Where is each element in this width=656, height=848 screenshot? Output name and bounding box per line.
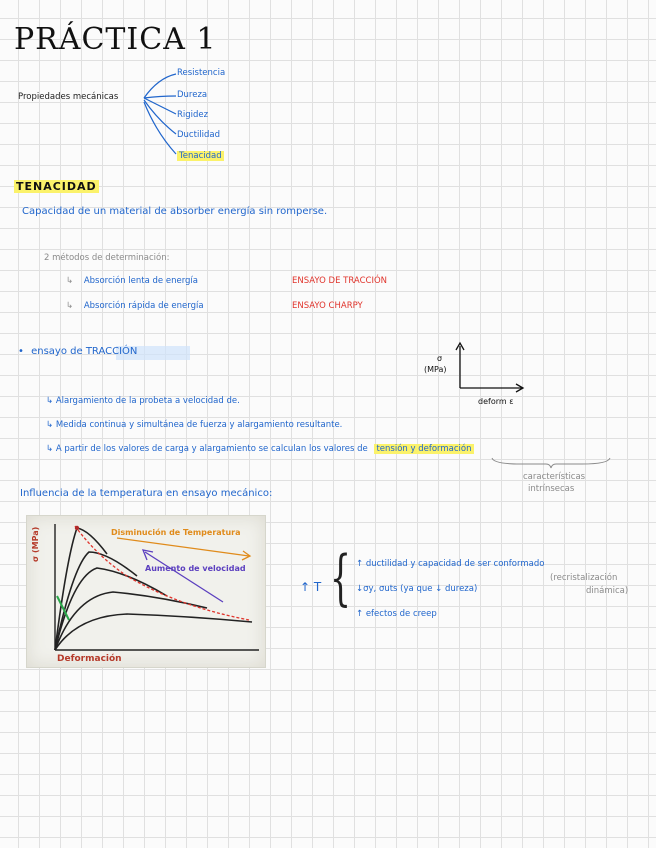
- photo-temp-label: Disminución de Temperatura: [111, 528, 241, 537]
- metodo-row: ↳ Absorción lenta de energía ENSAYO DE TRACCIÓN: [66, 276, 388, 286]
- tenacidad-definition: Capacidad de un material de absorber energía sin romperse.: [22, 206, 328, 217]
- side-note-dinamica: dinámica): [586, 586, 629, 596]
- propiedad-item: Rigidez: [177, 110, 209, 120]
- axis-x-label: deform ε: [478, 397, 514, 406]
- metodos-label: 2 métodos de determinación:: [44, 253, 170, 263]
- ensayo-line: ↳ A partir de los valores de carga y alargamiento se calculan los valores de tensión y deformación: [46, 444, 472, 454]
- propiedad-item: Ductilidad: [177, 130, 221, 140]
- curly-brace: {: [330, 543, 352, 613]
- ensayo-heading: • ensayo de TRACCIÓN: [18, 346, 138, 357]
- photo-y-label: σ (MPa): [31, 526, 40, 562]
- side-note-recristalizacion: (recristalización: [550, 573, 618, 583]
- ensayo-line: ↳ Medida continua y simultánea de fuerza y alargamiento resultante.: [46, 420, 343, 430]
- up-temperature: ↑ T: [300, 580, 322, 594]
- propiedad-item-highlighted: Tenacidad: [179, 151, 222, 161]
- underbrace: [490, 456, 612, 470]
- effect-item: ↑ ductilidad y capacidad de ser conformado: [356, 559, 545, 569]
- branch-lines: [140, 70, 180, 162]
- note-intrinsecas: intrínsecas: [528, 484, 575, 494]
- stress-strain-axes: [454, 340, 530, 396]
- axis-y-label: σ: [437, 354, 443, 363]
- stress-strain-photo: [26, 515, 266, 668]
- photo-x-label: Deformación: [57, 654, 122, 664]
- ensayo-line: ↳ Alargamiento de la probeta a velocidad de.: [46, 396, 240, 406]
- effect-item: ↑ efectos de creep: [356, 609, 437, 619]
- propiedad-item: Resistencia: [177, 68, 226, 78]
- note-caracteristicas: características: [523, 472, 586, 482]
- propiedad-item: Dureza: [177, 90, 208, 100]
- axis-y-unit: (MPa): [424, 365, 447, 374]
- photo-curves: [27, 516, 267, 669]
- metodo-row: ↳ Absorción rápida de energía ENSAYO CHARPY: [66, 301, 363, 311]
- page-title: PRÁCTICA 1: [14, 22, 217, 57]
- influencia-heading: Influencia de la temperatura en ensayo mecánico:: [20, 488, 273, 499]
- photo-vel-label: Aumento de velocidad: [145, 564, 246, 573]
- tenacidad-heading: TENACIDAD: [16, 180, 97, 193]
- effect-item: ↓σy, σuts (ya que ↓ dureza): [356, 584, 478, 594]
- propiedades-label: Propiedades mecánicas: [18, 92, 119, 102]
